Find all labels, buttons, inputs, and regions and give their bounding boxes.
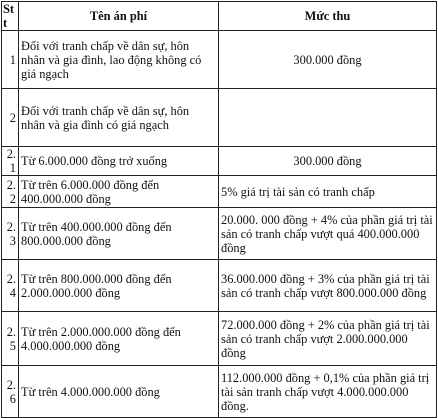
fee-name: Từ trên 2.000.000.000 đồng đến 4.000.000.000 đồng — [19, 312, 219, 366]
row-number: 2.2 — [2, 176, 19, 208]
fee-amount: 36.000.000 đồng + 3% của phần giá trị tài sản có tranh chấp vượt 800.000.000 đồng — [219, 260, 437, 312]
fee-name: Từ trên 6.000.000 đồng đến 400.000.000 đồng — [19, 176, 219, 208]
fee-amount: 72.000.000 đồng + 2% của phần giá trị tài sản có tranh chấp vượt 2.000.000.000 đồng — [219, 312, 437, 366]
fee-name: Từ 6.000.000 đồng trở xuống — [19, 147, 219, 176]
table-row — [2, 312, 437, 366]
row-number: 1 — [2, 31, 19, 89]
row-number: 2 — [2, 89, 19, 147]
table-row — [2, 260, 437, 312]
row-number: 2.3 — [2, 208, 19, 260]
table-row — [2, 31, 437, 89]
fee-amount: 300.000 đồng — [219, 147, 437, 176]
fee-amount: 112.000.000 đồng + 0,1% của phần giá trị tài sản tranh chấp vượt 4.000.000.000 đồng. — [219, 366, 437, 418]
table-row — [2, 366, 437, 418]
table-row — [2, 147, 437, 176]
row-number: 2.4 — [2, 260, 19, 312]
fee-name: Đối với tranh chấp về dân sự, hôn nhân và gia đình có giá ngạch — [19, 89, 219, 147]
row-number: 2.5 — [2, 312, 19, 366]
table-header-row — [2, 2, 437, 31]
row-number: 2.6 — [2, 366, 19, 418]
fee-amount: 20.000. 000 đồng + 4% của phần giá trị tài sản có tranh chấp vượt quá 400.000.000 đồng — [219, 208, 437, 260]
header-fee-amount: Mức thu — [219, 2, 437, 31]
fee-amount: 5% giá trị tài sản có tranh chấp — [219, 176, 437, 208]
header-fee-name: Tên án phí — [19, 2, 219, 31]
row-number: 2.1 — [2, 147, 19, 176]
table-row — [2, 176, 437, 208]
fee-name: Từ trên 800.000.000 đồng đến 2.000.000.000 đồng — [19, 260, 219, 312]
fee-amount — [219, 89, 437, 147]
table-row — [2, 208, 437, 260]
table-row — [2, 89, 437, 147]
fee-amount: 300.000 đồng — [219, 31, 437, 89]
fee-name: Từ trên 4.000.000.000 đồng — [19, 366, 219, 418]
fee-name: Đối với tranh chấp về dân sự, hôn nhân và gia đình, lao động không có giá ngạch — [19, 31, 219, 89]
header-stt: Stt — [2, 2, 19, 31]
fee-name: Từ trên 400.000.000 đồng đến 800.000.000 đồng — [19, 208, 219, 260]
court-fee-table — [1, 1, 437, 418]
